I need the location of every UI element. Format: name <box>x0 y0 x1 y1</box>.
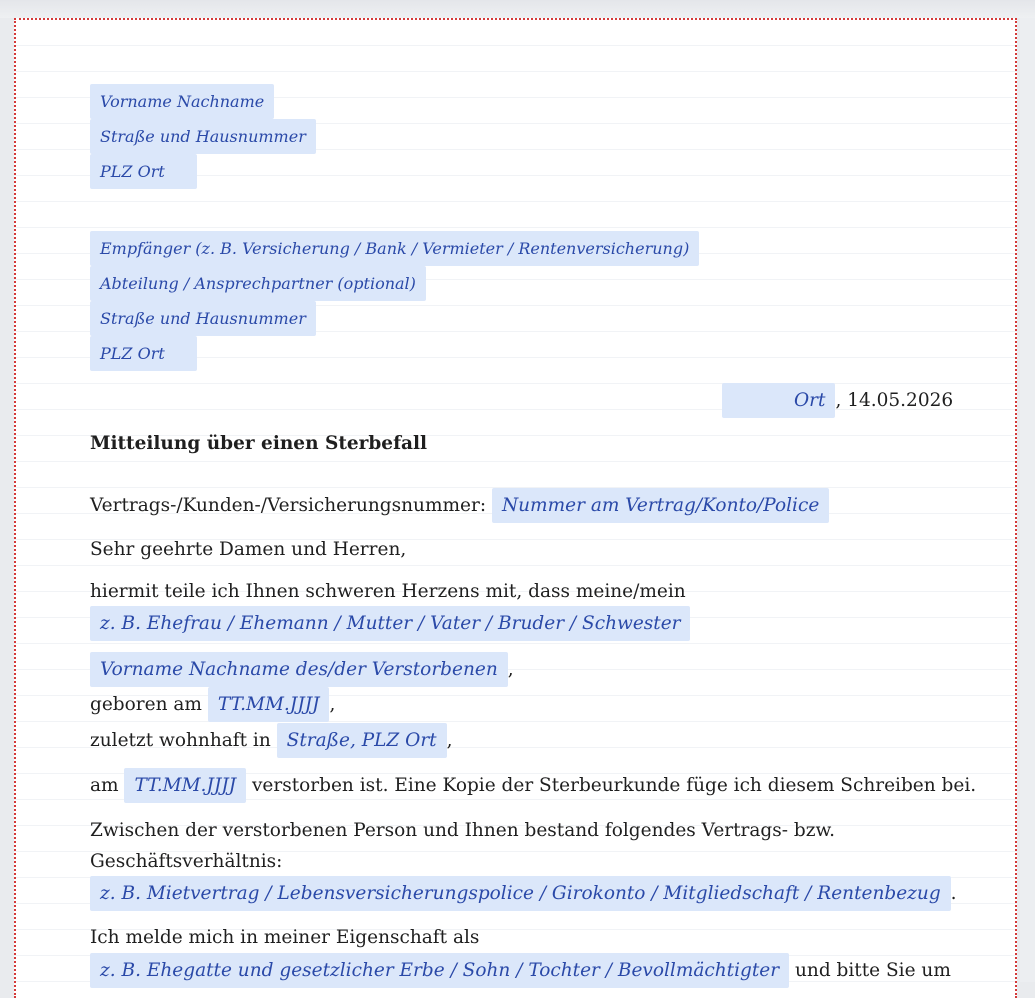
relationship-text-2: Geschäftsverhältnis: <box>90 851 283 872</box>
contract-label: Vertrags-/Kunden-/Versicherungsnummer: <box>90 495 487 516</box>
recipient-block <box>90 231 699 371</box>
relationship-type-field[interactable]: z. B. Mietvertrag / Lebensversicherungspolice / Girokonto / Mitgliedschaft / Rentenbezug <box>90 876 951 911</box>
recipient-department-field[interactable]: Abteilung / Ansprechpartner (optional) <box>90 266 426 301</box>
date-text: , 14.05.2026 <box>835 390 954 411</box>
contract-number-field[interactable]: Nummer am Vertrag/Konto/Police <box>492 488 829 523</box>
comma: , <box>507 659 514 680</box>
residence-field[interactable]: Straße, PLZ Ort <box>277 723 447 758</box>
recipient-street-field[interactable]: Straße und Hausnummer <box>90 301 316 336</box>
document-page <box>14 18 1017 998</box>
capacity-line <box>90 953 951 988</box>
died-line <box>90 768 976 803</box>
deceased-line <box>90 652 514 687</box>
contract-line <box>90 488 829 523</box>
sender-block <box>90 84 316 189</box>
relationship-line <box>90 876 957 911</box>
capacity-field[interactable]: z. B. Ehegatte und gesetzlicher Erbe / Sohn / Tochter / Bevollmächtigter <box>90 953 789 988</box>
recipient-name-field[interactable]: Empfänger (z. B. Versicherung / Bank / Vermieter / Rentenversicherung) <box>90 231 699 266</box>
sender-name-field[interactable]: Vorname Nachname <box>90 84 274 119</box>
capacity-text: Ich melde mich in meiner Eigenschaft als <box>90 927 480 948</box>
comma: , <box>446 730 453 751</box>
subject-heading: Mitteilung über einen Sterbefall <box>90 433 428 454</box>
residence-label: zuletzt wohnhaft in <box>90 730 271 751</box>
relation-field[interactable]: z. B. Ehefrau / Ehemann / Mutter / Vater / Bruder / Schwester <box>90 606 690 641</box>
date-line <box>722 383 953 418</box>
sender-city-field[interactable]: PLZ Ort <box>90 154 197 189</box>
intro-text: hiermit teile ich Ihnen schweren Herzens mit, dass meine/mein <box>90 581 686 602</box>
scrollbar-track[interactable] <box>1020 18 1035 982</box>
capacity-tail: und bitte Sie um <box>794 960 951 981</box>
window-top-shade <box>0 0 1035 18</box>
died-date-field[interactable]: TT.MM.JJJJ <box>124 768 246 803</box>
recipient-city-field[interactable]: PLZ Ort <box>90 336 197 371</box>
sender-street-field[interactable]: Straße und Hausnummer <box>90 119 316 154</box>
born-line <box>90 687 335 722</box>
period: . <box>950 883 957 904</box>
residence-line <box>90 723 453 758</box>
comma: , <box>329 694 336 715</box>
relation-line <box>90 606 690 641</box>
deceased-name-field[interactable]: Vorname Nachname des/der Verstorbenen <box>90 652 508 687</box>
salutation: Sehr geehrte Damen und Herren, <box>90 539 407 560</box>
born-label: geboren am <box>90 694 202 715</box>
relationship-text-1: Zwischen der verstorbenen Person und Ihnen bestand folgendes Vertrags- bzw. <box>90 820 836 841</box>
died-label: am <box>90 775 119 796</box>
born-date-field[interactable]: TT.MM.JJJJ <box>208 687 330 722</box>
place-field[interactable]: Ort <box>722 383 835 418</box>
died-text: verstorben ist. Eine Kopie der Sterbeurkunde füge ich diesem Schreiben bei. <box>251 775 977 796</box>
